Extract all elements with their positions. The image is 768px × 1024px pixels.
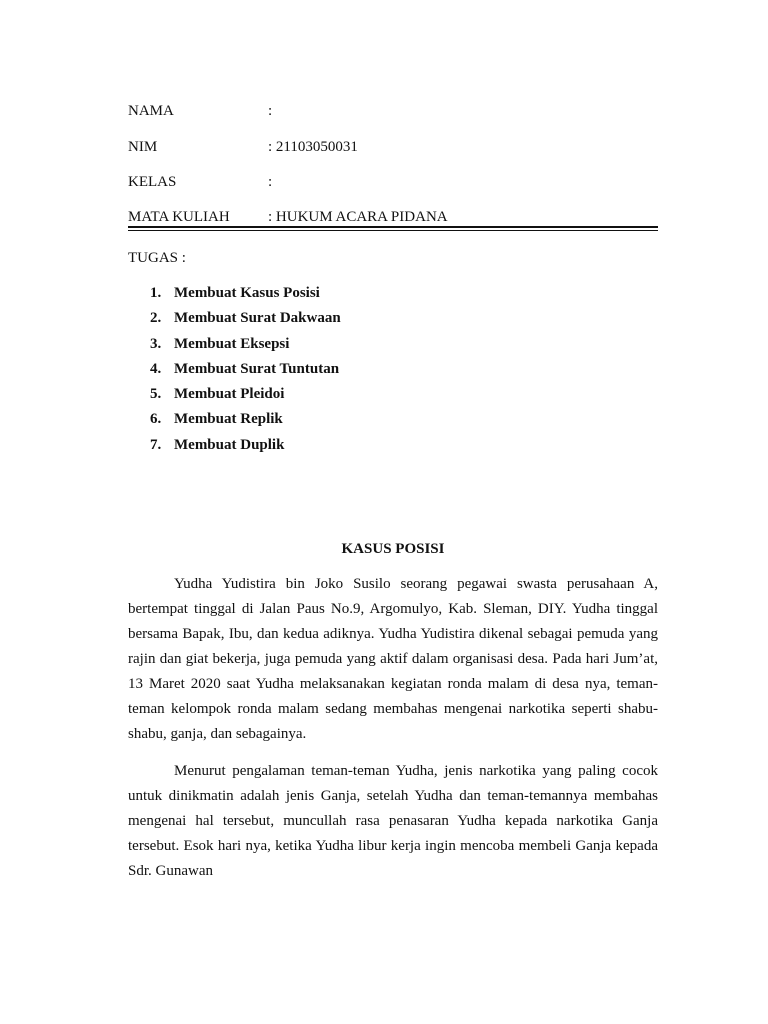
- list-item: [150, 283, 341, 308]
- list-item: [150, 308, 341, 333]
- section-title: KASUS POSISI: [341, 541, 445, 557]
- field-label-nim: NIM: [128, 139, 158, 155]
- paragraph-2: Menurut pengalaman teman-teman Yudha, jenis narkotika yang paling cocok untuk dinikmatin adalah jenis Ganja, setelah Yudha dan teman-temannya membahas mengenai hal tersebut, muncullah rasa penasaran Yudha kepada narkotika Ganja tersebut. Esok hari nya, ketika Yudha libur kerja ingin mencoba membeli Ganja kepada Sdr. Gunawan: [128, 763, 658, 879]
- list-item-number: 2.: [150, 310, 162, 327]
- list-item: [150, 359, 341, 384]
- list-item-text: Membuat Kasus Posisi: [174, 285, 320, 301]
- field-value-kelas: :: [268, 174, 273, 190]
- paragraph-1: Yudha Yudistira bin Joko Susilo seorang pegawai swasta perusahaan A, bertempat tinggal di Jalan Paus No.9, Argomulyo, Kab. Sleman, DIY. Yudha tinggal bersama Bapak, Ibu, dan kedua adiknya. Yudha Yudistira dikenal sebagai pemuda yang rajin dan giat bekerja, juga pemuda yang aktif dalam organisasi desa. Pada hari Jum’at, 13 Maret 2020 saat Yudha melaksanakan kegiatan ronda malam di desa nya, teman-teman kelompok ronda malam sedang membahas mengenai narkotika seperti shabu-shabu, ganja, dan sebagainya.: [128, 576, 658, 742]
- list-item-text: Membuat Pleidoi: [174, 386, 285, 403]
- list-item-number: 6.: [150, 411, 162, 428]
- list-item-text: Membuat Duplik: [174, 436, 285, 453]
- field-label-mata-kuliah: MATA KULIAH: [128, 209, 230, 225]
- list-item-text: Membuat Surat Dakwaan: [174, 310, 341, 327]
- list-item-text: Membuat Eksepsi: [174, 335, 290, 352]
- list-item: [150, 409, 341, 434]
- list-item: [150, 384, 341, 409]
- list-item-number: 5.: [150, 386, 162, 403]
- header-divider-thick: [128, 226, 658, 228]
- list-item: [150, 435, 341, 460]
- field-value-nama: :: [268, 103, 273, 119]
- field-value-nim: : 21103050031: [268, 139, 358, 155]
- field-nim: [128, 137, 658, 157]
- list-item: [150, 334, 341, 359]
- task-list: [150, 283, 341, 460]
- list-item-number: 7.: [150, 436, 162, 453]
- field-label-kelas: KELAS: [128, 174, 177, 190]
- header-divider-thin: [128, 230, 658, 231]
- field-value-mata-kuliah: : HUKUM ACARA PIDANA: [268, 209, 448, 225]
- field-label-nama: NAMA: [128, 103, 174, 119]
- tugas-label: TUGAS :: [128, 250, 186, 266]
- field-mata-kuliah: [128, 207, 658, 227]
- field-nama: [128, 101, 658, 121]
- list-item-number: 4.: [150, 360, 162, 377]
- list-item-number: 1.: [150, 285, 162, 301]
- list-item-number: 3.: [150, 335, 162, 352]
- field-kelas: [128, 172, 658, 192]
- list-item-text: Membuat Surat Tuntutan: [174, 360, 340, 377]
- list-item-text: Membuat Replik: [174, 411, 283, 428]
